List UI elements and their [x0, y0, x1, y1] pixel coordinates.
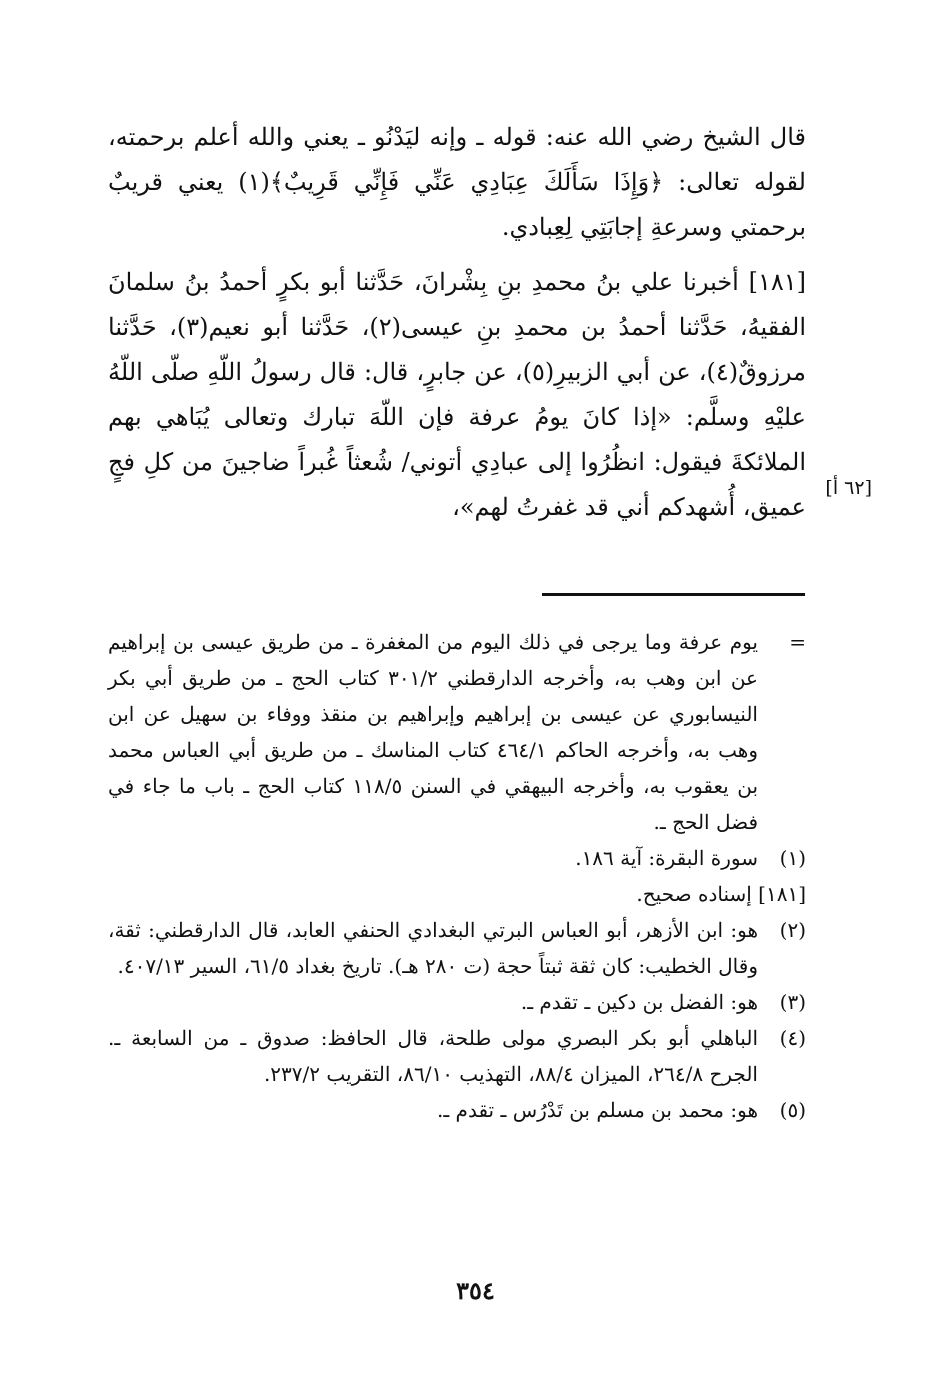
paragraph-hadith-181: [١٨١] أخبرنا علي بنُ محمدِ بنِ بِشْرانَ، حَدَّثنا أبو بكرٍ أحمدُ بنُ سلمانَ الفقيهُ، حَدَّثنا أحمدُ بن محمدِ بنِ عيسى(٢)، حَدَّثنا أبو نعيم(٣)، حَدَّثنا مرزوقٌ(٤)، عن أبي الزبيرِ(٥)، عن جابرٍ، قال: قال رسولُ اللّهِ صلّى اللّهُ عليْهِ وسلَّم: «إذا كانَ يومُ عرفة فإن اللّهَ تبارك وتعالى يُبَاهي بهم الملائكةَ فيقول: انظُرُوا إلى عبادِي أتوني/ شُعثاً غُبراً ضاجينَ من كلِ فجٍ عميق، أُشهدكم أني قد غفرتُ لهم»،	[108, 268, 807, 521]
page-number: ٣٥٤	[456, 1276, 495, 1305]
footnote-number: (٤)	[779, 1026, 806, 1050]
footnote-text: الباهلي أبو بكر البصري مولى طلحة، قال الحافظ: صدوق ـ من السابعة ـ. الجرح ٢٦٤/٨، الميزان ٨٨/٤، التهذيب ٨٦/١٠، التقريب ٢٣٧/٢.	[108, 1026, 758, 1086]
footnote-number: (١)	[779, 846, 806, 870]
footnote-1	[108, 840, 806, 876]
footnotes	[108, 624, 806, 1128]
footnote-continuation	[108, 624, 806, 840]
footnote-4	[108, 1020, 806, 1092]
footnote-number: (٥)	[779, 1098, 806, 1122]
footnote-5	[108, 1092, 806, 1128]
paragraph-commentary: قال الشيخ رضي الله عنه: قوله ـ وإنه ليَدْنُو ـ يعني والله أعلم برحمته، لقوله تعالى: ﴿وَإِذَا سَأَلَكَ عِبَادِي عَنِّي فَإِنِّي قَرِيبٌ﴾(١) يعني قريبٌ برحمتي وسرعةِ إجابَتِي لِعِبادي.	[108, 123, 807, 241]
manuscript-folio-mark: [٦٢ أ]	[825, 477, 872, 499]
continuation-marker: =	[789, 630, 806, 654]
footnote-2	[108, 912, 806, 984]
footnote-text: [١٨١] إسناده صحيح.	[636, 882, 806, 906]
footnote-number: (٢)	[779, 918, 806, 942]
footnote-isnad-181	[108, 876, 806, 912]
footnote-text: هو: ابن الأزهر، أبو العباس البرتي البغدادي الحنفي العابد، قال الدارقطني: ثقة، وقال الخطيب: كان ثقة ثبتاً حجة (ت ٢٨٠ هـ). تاريخ بغداد ٦١/٥، السير ٤٠٧/١٣.	[108, 918, 758, 978]
footnote-text: سورة البقرة: آية ١٨٦.	[575, 846, 758, 870]
footnote-number: (٣)	[779, 990, 806, 1014]
footnote-separator	[542, 593, 805, 596]
footnote-text: هو: محمد بن مسلم بن تَدْرُس ـ تقدم ـ.	[436, 1098, 758, 1122]
footnote-3	[108, 984, 806, 1020]
footnote-continuation-text: يوم عرفة وما يرجى في ذلك اليوم من المغفرة ـ من طريق عيسى بن إبراهيم عن ابن وهب به، وأخرجه الدارقطني ٣٠١/٢ كتاب الحج ـ من طريق أبي بكر النيسابوري عن عيسى بن إبراهيم وإبراهيم بن منقذ ووفاء بن سهيل عن ابن وهب به، وأخرجه الحاكم ٤٦٤/١ كتاب المناسك ـ من طريق أبي العباس محمد بن يعقوب به، وأخرجه البيهقي في السنن ١١٨/٥ كتاب الحج ـ باب ما جاء في فضل الحج ـ.	[108, 630, 759, 834]
footnote-text: هو: الفضل بن دكين ـ تقدم ـ.	[520, 990, 758, 1014]
main-text	[108, 115, 806, 530]
